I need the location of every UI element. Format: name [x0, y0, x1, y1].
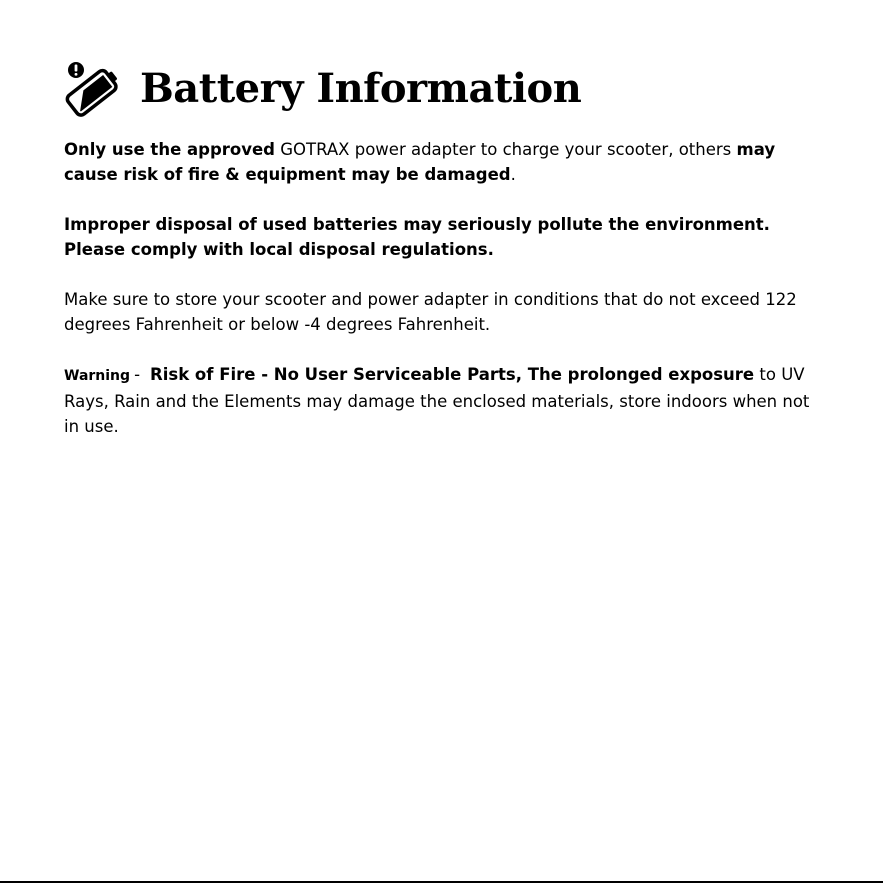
approved-adapter-period: .	[510, 165, 516, 184]
paragraph-storage-temperature: Make sure to store your scooter and power adapter in conditions that do not exceed 122 degrees Fahrenheit or below -4 degrees Fahrenheit.	[64, 290, 797, 334]
paragraph-warning	[64, 362, 824, 439]
warning-dash: -	[134, 365, 141, 384]
fire-risk-emphasis: may cause risk of fire & equipment may be damaged	[64, 140, 776, 184]
battery-information-body	[64, 137, 824, 464]
paragraph-disposal: Improper disposal of used batteries may seriously pollute the environment. Please comply with local disposal regulations.	[64, 215, 770, 259]
page-title: Battery Information	[140, 65, 582, 112]
warning-text: to UV Rays, Rain and the Elements may damage the enclosed materials, store indoors when not in use.	[64, 365, 810, 436]
approved-adapter-text: GOTRAX power adapter to charge your scooter, others	[275, 140, 737, 159]
paragraph-approved-adapter	[64, 137, 824, 187]
approved-adapter-emphasis: Only use the approved	[64, 140, 275, 159]
page-header	[62, 54, 581, 124]
warning-emphasis: Risk of Fire - No User Serviceable Parts, The prolonged exposure	[150, 365, 755, 384]
warning-label: Warning	[64, 368, 131, 384]
battery-warning-icon	[62, 57, 126, 121]
